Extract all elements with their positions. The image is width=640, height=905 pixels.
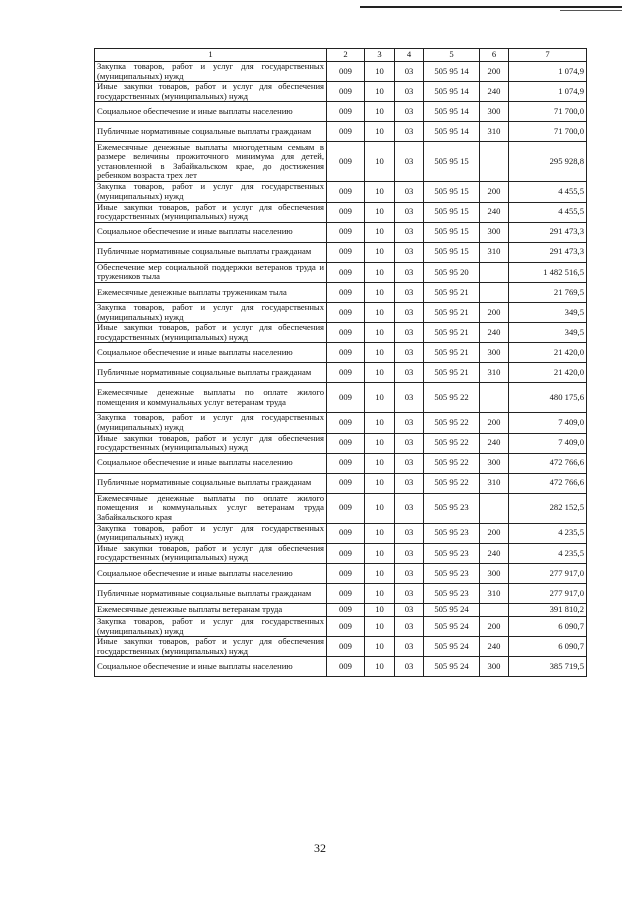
cell-amount: 480 175,6 — [509, 383, 587, 413]
cell-target-code: 505 95 23 — [424, 543, 480, 563]
cell-subsection: 03 — [395, 262, 424, 282]
cell-expense-type — [480, 604, 509, 617]
cell-name: Публичные нормативные социальные выплаты гражданам — [95, 122, 327, 142]
table-row — [95, 637, 587, 657]
cell-subsection: 03 — [395, 584, 424, 604]
cell-expense-type: 310 — [480, 242, 509, 262]
cell-target-code: 505 95 21 — [424, 323, 480, 343]
cell-subsection: 03 — [395, 523, 424, 543]
cell-name: Обеспечение мер социальной поддержки ветеранов труда и тружеников тыла — [95, 262, 327, 282]
cell-ministry: 009 — [327, 564, 365, 584]
cell-target-code: 505 95 24 — [424, 604, 480, 617]
cell-name: Публичные нормативные социальные выплаты гражданам — [95, 473, 327, 493]
cell-amount: 472 766,6 — [509, 453, 587, 473]
cell-expense-type: 240 — [480, 202, 509, 222]
cell-name: Закупка товаров, работ и услуг для государственных (муниципальных) нужд — [95, 182, 327, 202]
cell-subsection: 03 — [395, 102, 424, 122]
cell-name: Публичные нормативные социальные выплаты гражданам — [95, 242, 327, 262]
cell-section: 10 — [365, 433, 395, 453]
cell-target-code: 505 95 22 — [424, 413, 480, 433]
cell-target-code: 505 95 23 — [424, 584, 480, 604]
cell-amount: 71 700,0 — [509, 102, 587, 122]
cell-target-code: 505 95 14 — [424, 82, 480, 102]
cell-ministry: 009 — [327, 523, 365, 543]
cell-expense-type: 200 — [480, 617, 509, 637]
cell-amount: 282 152,5 — [509, 493, 587, 523]
cell-expense-type: 310 — [480, 363, 509, 383]
cell-amount: 4 455,5 — [509, 182, 587, 202]
table-row — [95, 473, 587, 493]
cell-name: Социальное обеспечение и иные выплаты населению — [95, 222, 327, 242]
table-row — [95, 453, 587, 473]
cell-expense-type: 310 — [480, 584, 509, 604]
col-header-5: 5 — [424, 49, 480, 62]
table-row — [95, 413, 587, 433]
cell-subsection: 03 — [395, 62, 424, 82]
cell-name: Ежемесячные денежные выплаты труженикам тыла — [95, 282, 327, 302]
cell-amount: 349,5 — [509, 302, 587, 322]
cell-target-code: 505 95 14 — [424, 102, 480, 122]
cell-section: 10 — [365, 363, 395, 383]
cell-amount: 1 074,9 — [509, 62, 587, 82]
cell-target-code: 505 95 24 — [424, 637, 480, 657]
cell-section: 10 — [365, 122, 395, 142]
cell-name: Закупка товаров, работ и услуг для государственных (муниципальных) нужд — [95, 617, 327, 637]
cell-subsection: 03 — [395, 657, 424, 677]
cell-ministry: 009 — [327, 242, 365, 262]
cell-section: 10 — [365, 584, 395, 604]
cell-section: 10 — [365, 617, 395, 637]
table-row — [95, 323, 587, 343]
cell-name: Ежемесячные денежные выплаты по оплате жилого помещения и коммунальных услуг ветеранам труда Забайкальского края — [95, 493, 327, 523]
cell-subsection: 03 — [395, 323, 424, 343]
cell-ministry: 009 — [327, 82, 365, 102]
cell-amount: 4 235,5 — [509, 523, 587, 543]
cell-name: Закупка товаров, работ и услуг для государственных (муниципальных) нужд — [95, 302, 327, 322]
cell-expense-type: 200 — [480, 182, 509, 202]
cell-name: Иные закупки товаров, работ и услуг для обеспечения государственных (муниципальных) нужд — [95, 202, 327, 222]
cell-section: 10 — [365, 523, 395, 543]
cell-target-code: 505 95 23 — [424, 523, 480, 543]
cell-section: 10 — [365, 102, 395, 122]
col-header-2: 2 — [327, 49, 365, 62]
cell-target-code: 505 95 22 — [424, 473, 480, 493]
cell-expense-type: 300 — [480, 657, 509, 677]
table-row — [95, 82, 587, 102]
cell-subsection: 03 — [395, 604, 424, 617]
cell-expense-type: 240 — [480, 543, 509, 563]
table-row — [95, 142, 587, 182]
cell-target-code: 505 95 21 — [424, 343, 480, 363]
cell-name: Иные закупки товаров, работ и услуг для обеспечения государственных (муниципальных) нужд — [95, 433, 327, 453]
cell-ministry: 009 — [327, 62, 365, 82]
cell-expense-type: 200 — [480, 413, 509, 433]
cell-ministry: 009 — [327, 182, 365, 202]
cell-amount: 21 420,0 — [509, 343, 587, 363]
cell-name: Публичные нормативные социальные выплаты гражданам — [95, 584, 327, 604]
cell-name: Социальное обеспечение и иные выплаты населению — [95, 657, 327, 677]
table-row — [95, 182, 587, 202]
cell-target-code: 505 95 23 — [424, 564, 480, 584]
col-header-1: 1 — [95, 49, 327, 62]
cell-subsection: 03 — [395, 302, 424, 322]
cell-section: 10 — [365, 383, 395, 413]
cell-target-code: 505 95 15 — [424, 242, 480, 262]
cell-section: 10 — [365, 323, 395, 343]
cell-name: Социальное обеспечение и иные выплаты населению — [95, 343, 327, 363]
cell-name: Закупка товаров, работ и услуг для государственных (муниципальных) нужд — [95, 62, 327, 82]
table-row — [95, 122, 587, 142]
cell-subsection: 03 — [395, 473, 424, 493]
col-header-7: 7 — [509, 49, 587, 62]
table-row — [95, 383, 587, 413]
cell-section: 10 — [365, 302, 395, 322]
cell-ministry: 009 — [327, 343, 365, 363]
table-row — [95, 657, 587, 677]
cell-expense-type: 240 — [480, 82, 509, 102]
table-row — [95, 617, 587, 637]
cell-amount: 21 420,0 — [509, 363, 587, 383]
table-row — [95, 302, 587, 322]
cell-subsection: 03 — [395, 202, 424, 222]
cell-section: 10 — [365, 543, 395, 563]
cell-subsection: 03 — [395, 142, 424, 182]
cell-ministry: 009 — [327, 584, 365, 604]
cell-ministry: 009 — [327, 302, 365, 322]
cell-section: 10 — [365, 142, 395, 182]
cell-subsection: 03 — [395, 433, 424, 453]
table-row — [95, 202, 587, 222]
cell-amount: 7 409,0 — [509, 433, 587, 453]
table-row — [95, 242, 587, 262]
cell-target-code: 505 95 22 — [424, 433, 480, 453]
cell-section: 10 — [365, 564, 395, 584]
cell-amount: 295 928,8 — [509, 142, 587, 182]
cell-section: 10 — [365, 453, 395, 473]
table-row — [95, 433, 587, 453]
cell-target-code: 505 95 14 — [424, 122, 480, 142]
cell-ministry: 009 — [327, 604, 365, 617]
cell-expense-type: 310 — [480, 122, 509, 142]
col-header-4: 4 — [395, 49, 424, 62]
cell-ministry: 009 — [327, 413, 365, 433]
cell-section: 10 — [365, 637, 395, 657]
cell-ministry: 009 — [327, 543, 365, 563]
cell-amount: 21 769,5 — [509, 282, 587, 302]
table-body — [95, 62, 587, 677]
cell-section: 10 — [365, 343, 395, 363]
cell-subsection: 03 — [395, 182, 424, 202]
cell-expense-type: 300 — [480, 343, 509, 363]
cell-expense-type — [480, 383, 509, 413]
cell-amount: 7 409,0 — [509, 413, 587, 433]
cell-name: Иные закупки товаров, работ и услуг для обеспечения государственных (муниципальных) нужд — [95, 543, 327, 563]
cell-target-code: 505 95 24 — [424, 657, 480, 677]
cell-ministry: 009 — [327, 282, 365, 302]
cell-ministry: 009 — [327, 657, 365, 677]
cell-subsection: 03 — [395, 383, 424, 413]
cell-ministry: 009 — [327, 102, 365, 122]
cell-amount: 4 455,5 — [509, 202, 587, 222]
cell-section: 10 — [365, 493, 395, 523]
cell-section: 10 — [365, 473, 395, 493]
cell-amount: 291 473,3 — [509, 242, 587, 262]
cell-amount: 291 473,3 — [509, 222, 587, 242]
cell-ministry: 009 — [327, 262, 365, 282]
cell-section: 10 — [365, 62, 395, 82]
cell-expense-type: 310 — [480, 473, 509, 493]
cell-expense-type — [480, 282, 509, 302]
cell-amount: 6 090,7 — [509, 617, 587, 637]
cell-section: 10 — [365, 82, 395, 102]
cell-subsection: 03 — [395, 363, 424, 383]
cell-amount: 472 766,6 — [509, 473, 587, 493]
cell-amount: 277 917,0 — [509, 584, 587, 604]
cell-section: 10 — [365, 182, 395, 202]
cell-amount: 1 482 516,5 — [509, 262, 587, 282]
table-row — [95, 282, 587, 302]
cell-subsection: 03 — [395, 543, 424, 563]
cell-subsection: 03 — [395, 564, 424, 584]
cell-subsection: 03 — [395, 282, 424, 302]
cell-target-code: 505 95 20 — [424, 262, 480, 282]
cell-expense-type: 300 — [480, 453, 509, 473]
cell-section: 10 — [365, 413, 395, 433]
cell-expense-type — [480, 262, 509, 282]
cell-subsection: 03 — [395, 82, 424, 102]
cell-ministry: 009 — [327, 383, 365, 413]
cell-subsection: 03 — [395, 343, 424, 363]
table-row — [95, 564, 587, 584]
top-rule-short — [560, 10, 622, 11]
table-row — [95, 363, 587, 383]
table-row — [95, 62, 587, 82]
cell-section: 10 — [365, 202, 395, 222]
cell-ministry: 009 — [327, 617, 365, 637]
cell-target-code: 505 95 24 — [424, 617, 480, 637]
table-row — [95, 222, 587, 242]
cell-ministry: 009 — [327, 363, 365, 383]
cell-expense-type: 240 — [480, 637, 509, 657]
cell-expense-type — [480, 142, 509, 182]
cell-target-code: 505 95 22 — [424, 383, 480, 413]
cell-target-code: 505 95 14 — [424, 62, 480, 82]
table-row — [95, 584, 587, 604]
top-rule — [360, 6, 622, 8]
cell-target-code: 505 95 23 — [424, 493, 480, 523]
cell-name: Социальное обеспечение и иные выплаты населению — [95, 102, 327, 122]
cell-expense-type: 240 — [480, 323, 509, 343]
cell-ministry: 009 — [327, 222, 365, 242]
cell-section: 10 — [365, 282, 395, 302]
cell-expense-type — [480, 493, 509, 523]
cell-amount: 4 235,5 — [509, 543, 587, 563]
cell-section: 10 — [365, 604, 395, 617]
cell-name: Иные закупки товаров, работ и услуг для обеспечения государственных (муниципальных) нужд — [95, 637, 327, 657]
cell-subsection: 03 — [395, 637, 424, 657]
cell-subsection: 03 — [395, 617, 424, 637]
cell-name: Ежемесячные денежные выплаты по оплате жилого помещения и коммунальных услуг ветеранам труда — [95, 383, 327, 413]
cell-target-code: 505 95 15 — [424, 222, 480, 242]
table-row — [95, 543, 587, 563]
cell-amount: 277 917,0 — [509, 564, 587, 584]
cell-amount: 71 700,0 — [509, 122, 587, 142]
cell-target-code: 505 95 21 — [424, 302, 480, 322]
table-row — [95, 102, 587, 122]
cell-name: Иные закупки товаров, работ и услуг для обеспечения государственных (муниципальных) нужд — [95, 323, 327, 343]
cell-subsection: 03 — [395, 413, 424, 433]
page-number: 32 — [314, 841, 326, 855]
cell-subsection: 03 — [395, 222, 424, 242]
cell-ministry: 009 — [327, 202, 365, 222]
cell-target-code: 505 95 15 — [424, 182, 480, 202]
cell-ministry: 009 — [327, 453, 365, 473]
table-row — [95, 523, 587, 543]
cell-name: Закупка товаров, работ и услуг для государственных (муниципальных) нужд — [95, 413, 327, 433]
table-row — [95, 604, 587, 617]
cell-expense-type: 300 — [480, 102, 509, 122]
table-row — [95, 343, 587, 363]
col-header-6: 6 — [480, 49, 509, 62]
cell-amount: 385 719,5 — [509, 657, 587, 677]
cell-subsection: 03 — [395, 242, 424, 262]
cell-expense-type: 240 — [480, 433, 509, 453]
table-row — [95, 493, 587, 523]
cell-ministry: 009 — [327, 323, 365, 343]
cell-name: Ежемесячные денежные выплаты многодетным семьям в размере величины прожиточного минимума для детей, установленной в Забайкальском крае, до достижения ребенком возраста трех лет — [95, 142, 327, 182]
cell-ministry: 009 — [327, 122, 365, 142]
cell-target-code: 505 95 21 — [424, 282, 480, 302]
cell-target-code: 505 95 15 — [424, 142, 480, 182]
cell-expense-type: 300 — [480, 222, 509, 242]
cell-name: Социальное обеспечение и иные выплаты населению — [95, 453, 327, 473]
cell-section: 10 — [365, 242, 395, 262]
cell-name: Публичные нормативные социальные выплаты гражданам — [95, 363, 327, 383]
cell-ministry: 009 — [327, 433, 365, 453]
col-header-3: 3 — [365, 49, 395, 62]
cell-name: Иные закупки товаров, работ и услуг для обеспечения государственных (муниципальных) нужд — [95, 82, 327, 102]
header-row — [95, 49, 587, 62]
cell-subsection: 03 — [395, 493, 424, 523]
cell-name: Закупка товаров, работ и услуг для государственных (муниципальных) нужд — [95, 523, 327, 543]
cell-target-code: 505 95 22 — [424, 453, 480, 473]
cell-target-code: 505 95 21 — [424, 363, 480, 383]
cell-expense-type: 300 — [480, 564, 509, 584]
cell-section: 10 — [365, 657, 395, 677]
cell-subsection: 03 — [395, 453, 424, 473]
cell-section: 10 — [365, 222, 395, 242]
cell-amount: 349,5 — [509, 323, 587, 343]
cell-name: Ежемесячные денежные выплаты ветеранам труда — [95, 604, 327, 617]
cell-expense-type: 200 — [480, 62, 509, 82]
cell-target-code: 505 95 15 — [424, 202, 480, 222]
cell-amount: 391 810,2 — [509, 604, 587, 617]
table-row — [95, 262, 587, 282]
cell-section: 10 — [365, 262, 395, 282]
budget-table — [94, 48, 587, 677]
cell-amount: 1 074,9 — [509, 82, 587, 102]
cell-ministry: 009 — [327, 493, 365, 523]
cell-expense-type: 200 — [480, 523, 509, 543]
cell-expense-type: 200 — [480, 302, 509, 322]
cell-ministry: 009 — [327, 142, 365, 182]
cell-ministry: 009 — [327, 473, 365, 493]
cell-ministry: 009 — [327, 637, 365, 657]
cell-amount: 6 090,7 — [509, 637, 587, 657]
cell-name: Социальное обеспечение и иные выплаты населению — [95, 564, 327, 584]
cell-subsection: 03 — [395, 122, 424, 142]
